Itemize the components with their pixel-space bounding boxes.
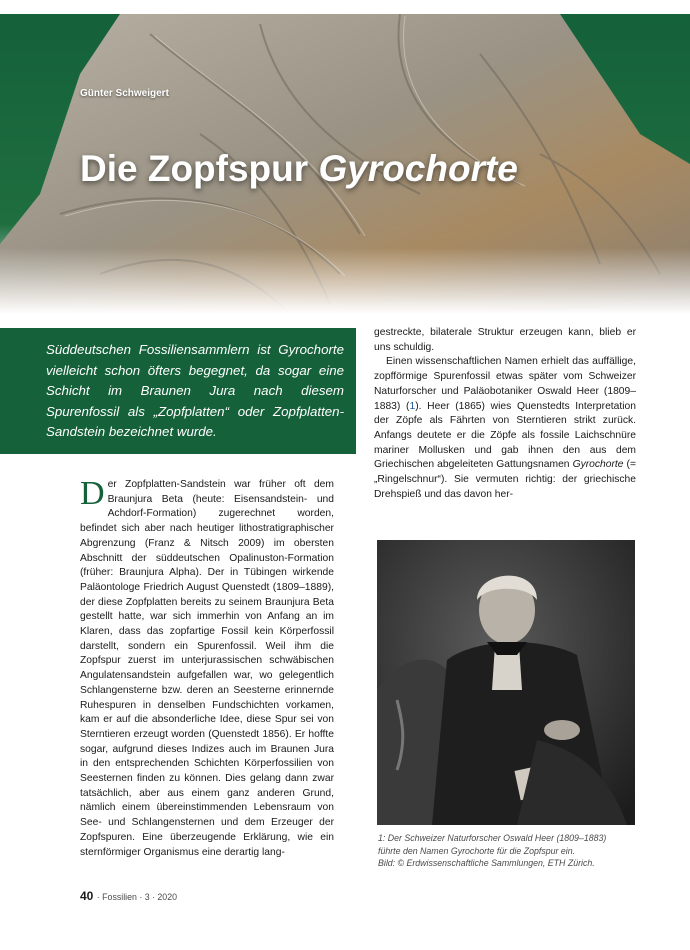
body-text-segment: Einen wissenschaftlichen Namen erhielt das auffällige, zopfförmige Spurenfossil etwas später vom Schweizer Naturforscher und Paläobotaniker Oswald Heer (1809–1883) ( [374, 356, 636, 412]
body-paragraph-2 [374, 355, 636, 502]
caption-credit: Bild: © Erdwissenschaftliche Sammlungen, ETH Zürich. [378, 858, 595, 869]
caption-line: führte den Namen Gyrochorte für die Zopfspur ein. [378, 845, 576, 856]
body-text-segment: (= „Ringelschnur“). Sie vermuten richtig: der griechische Drehspieß und das davon her- [374, 459, 636, 500]
author-name: Günter Schweigert [80, 88, 169, 99]
lead-box [0, 328, 356, 454]
drop-cap: D [80, 475, 105, 512]
body-left-text: er Zopfplatten-Sandstein war früher oft dem Braunjura Beta (heute: Eisensandstein- und Achdorf-Formation) zugerechnet worden, befindet sich aber nach heutiger lithostratigraphischer Abgrenzung (Franz & Nitsch 2009) im obersten Abschnitt der süddeutschen Opalinuston-Formation (früher: Braunjura Alpha). Der in Tübingen wirkende Paläontologe Friedrich August Quenstedt (1809–1889), der diese Zopfplatten bereits zu seinem Braunjura Beta gestellt hatte, war sich immerhin von Anfang an im Klaren, dass das zopfartige Fossil kein Körperfossil darstellt, sondern ein Spurenfossil. Weil ihm die Zopfspur zuerst im unterjurassischen schwäbischen Angulatensandstein aufgefallen war, wo gelegentlich Schlangensterne bzw. deren an Seesterne erinnernde Ruhespuren in denselben Fundschichten vorkamen, kam er auf die absonderliche Idee, diese Spur sei von Sterntieren erzeugt worden (Quenstedt 1856). Er hoffte sogar, aufgrund dieses Indizes auch im Braunen Jura in den entsprechenden Schichten Körperfossilien von Seesternen finden zu können. Dies gelang dann zwar tatsächlich, aber aus einem ganz anderen Grund, nämlich einem übereinstimmenden Lebensraum von See- und Schlangensternen und dem Erzeuger der Zopfspuren. Eine überzeugende Erklärung, wie ein sternförmiger Organismus eine derartig lang- [80, 479, 334, 858]
caption-line: 1: Der Schweizer Naturforscher Oswald Heer (1809–1883) [378, 833, 607, 843]
body-column-left [80, 475, 334, 860]
body-paragraph-1: gestreckte, bilaterale Struktur erzeugen kann, blieb er uns schuldig. [374, 327, 636, 353]
header-banner [0, 14, 690, 314]
page-number: 40 [80, 889, 94, 903]
article-title [80, 148, 518, 190]
portrait-photo [377, 540, 635, 825]
figure-caption [378, 832, 638, 870]
figure-reference-link[interactable]: 1 [409, 400, 416, 412]
title-plain: Die Zopfspur [80, 148, 319, 189]
body-paragraph [80, 475, 334, 860]
page-footer [80, 889, 177, 903]
journal-info: · Fossilien · 3 · 2020 [94, 892, 177, 902]
genus-name: Gyrochorte [572, 459, 624, 471]
lead-text: Süddeutschen Fossiliensammlern ist Gyrochorte vielleicht schon öfters begegnet, da sogar eine Schicht im Braunen Jura nach diesem Spurenfossil als „Zopfplatten“ oder Zopfplatten-Sandstein bezeichnet wurde. [46, 342, 344, 439]
body-text-segment: ). Heer (1865) wies Quenstedts Interpretation der Zöpfe als Fährten von Sterntieren strikt zurück. Anfangs deutete er die Zöpfe als fossile Laichschnüre mariner Mollusken und gab ihnen den aus dem Griechischen abgeleiteten Gattungsnamen [374, 400, 636, 471]
title-italic: Gyrochorte [318, 148, 518, 189]
portrait-illustration [377, 540, 635, 825]
body-column-right [374, 326, 636, 502]
